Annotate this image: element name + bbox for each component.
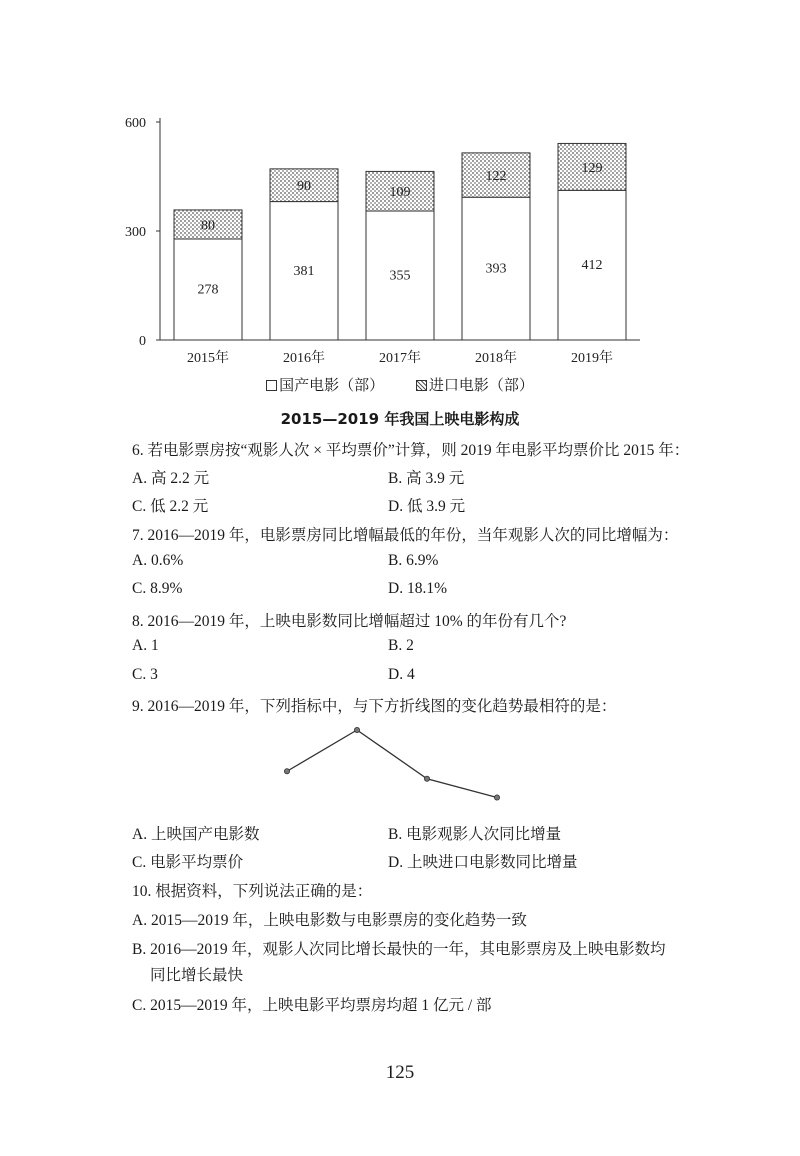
- data-label-domestic-4: 412: [581, 258, 603, 274]
- data-label-imported-4: 129: [581, 160, 603, 176]
- question-10-option-a: A. 2015—2019 年，上映电影数与电影票房的变化趋势一致: [132, 912, 527, 929]
- question-9-option-d: D. 上映进口电影数同比增量: [388, 854, 578, 871]
- question-8-option-c: C. 3: [132, 666, 158, 683]
- question-9-option-c: C. 电影平均票价: [132, 854, 244, 871]
- question-8-option-b: B. 2: [388, 637, 414, 654]
- question-8-stem: 8. 2016—2019 年，上映电影数同比增幅超过 10% 的年份有几个?: [132, 613, 567, 630]
- data-label-imported-3: 122: [485, 169, 507, 185]
- y-tick-label-2: 600: [125, 116, 146, 131]
- question-6-option-a: A. 高 2.2 元: [132, 470, 210, 487]
- question-9-option-b: B. 电影观影人次同比增量: [388, 826, 562, 843]
- question-8-option-d: D. 4: [388, 666, 415, 683]
- data-label-domestic-2: 355: [389, 268, 411, 284]
- trend-point-3: [494, 795, 499, 800]
- trend-point-1: [354, 727, 359, 732]
- x-tick-label-4: 2019年: [571, 351, 613, 366]
- x-tick-label-3: 2018年: [475, 351, 517, 366]
- chart-legend: [0, 374, 800, 395]
- page-number: 125: [385, 1062, 415, 1083]
- question-8-option-a: A. 1: [132, 637, 159, 654]
- legend-label-imported: 进口电影（部）: [428, 378, 534, 394]
- legend-swatch-imported: [416, 380, 427, 391]
- question-7-option-b: B. 6.9%: [388, 552, 439, 569]
- question-10-option-b-continued: 同比增长最快: [150, 967, 244, 984]
- data-label-domestic-1: 381: [293, 263, 315, 279]
- stacked-bar-chart: [0, 0, 800, 372]
- data-label-domestic-3: 393: [485, 261, 507, 277]
- trend-point-0: [284, 769, 289, 774]
- x-tick-label-0: 2015年: [187, 351, 229, 366]
- y-tick-label-0: 0: [139, 334, 146, 349]
- x-tick-label-2: 2017年: [379, 351, 421, 366]
- question-7-stem: 7. 2016—2019 年，电影票房同比增幅最低的年份，当年观影人次的同比增幅为：: [132, 527, 679, 544]
- data-label-domestic-0: 278: [197, 282, 219, 298]
- question-10-option-b: B. 2016—2019 年，观影人次同比增长最快的一年，其电影票房及上映电影数均: [132, 941, 666, 958]
- chart-title: 2015—2019 年我国上映电影构成: [280, 410, 520, 428]
- question-10-stem: 10. 根据资料，下列说法正确的是：: [132, 883, 373, 900]
- x-tick-label-1: 2016年: [283, 351, 325, 366]
- question-7-option-d: D. 18.1%: [388, 580, 447, 597]
- question-9-option-a: A. 上映国产电影数: [132, 826, 260, 843]
- question-6-stem: 6. 若电影票房按“观影人次 × 平均票价”计算，则 2019 年电影平均票价比 2015 年：: [132, 442, 690, 459]
- trend-point-2: [424, 776, 429, 781]
- legend-swatch-domestic: [266, 380, 277, 391]
- question-6-option-d: D. 低 3.9 元: [388, 498, 466, 515]
- question-10-option-c: C. 2015—2019 年，上映电影平均票房均超 1 亿元 / 部: [132, 997, 492, 1014]
- question-6-option-b: B. 高 3.9 元: [388, 470, 465, 487]
- legend-domestic: [266, 378, 384, 394]
- data-label-imported-2: 109: [389, 185, 411, 201]
- question-7-option-a: A. 0.6%: [132, 552, 184, 569]
- y-tick-label-1: 300: [125, 225, 146, 240]
- trend-line: [287, 730, 497, 798]
- question-9-stem: 9. 2016—2019 年，下列指标中，与下方折线图的变化趋势最相符的是：: [132, 698, 617, 715]
- trend-line-figure: [270, 715, 520, 815]
- legend-label-domestic: 国产电影（部）: [279, 378, 385, 394]
- data-label-imported-1: 90: [297, 179, 311, 195]
- question-7-option-c: C. 8.9%: [132, 580, 183, 597]
- legend-imported: [416, 378, 534, 394]
- data-label-imported-0: 80: [201, 218, 215, 234]
- question-6-option-c: C. 低 2.2 元: [132, 498, 209, 515]
